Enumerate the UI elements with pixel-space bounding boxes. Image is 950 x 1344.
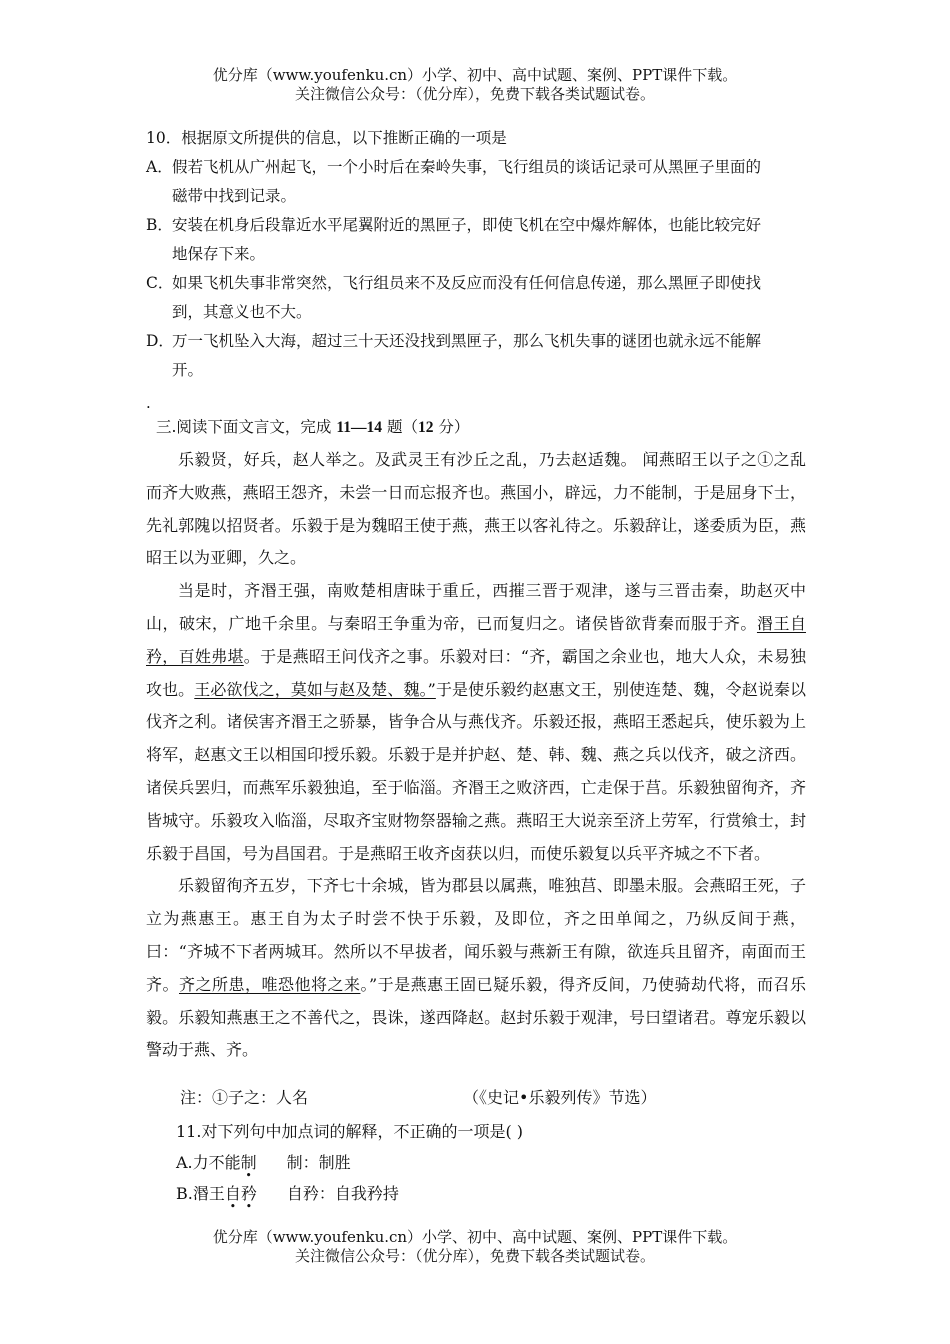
footer-line-1: 优分库（www.youfenku.cn）小学、初中、高中试题、案例、PPT课件下载。 [212, 1228, 738, 1246]
section-3-mid: 题（ [382, 418, 418, 436]
header-line-2: 关注微信公众号：（优分库），免费下载各类试题试卷。 [294, 85, 655, 103]
option-d-cont: 开。 [172, 361, 204, 379]
note-source: （《史记•乐毅列传》节选） [463, 1088, 657, 1107]
q11-b-explanation: 自矜：自我矜持 [286, 1184, 399, 1203]
option-c-key: C． [146, 274, 174, 292]
section-3-heading [156, 415, 469, 440]
passage-paragraph-2 [146, 575, 806, 870]
annotation-note [180, 1085, 820, 1111]
question-10 [146, 124, 826, 385]
passage-p2-part-a: 当是时，齐湣王强，南败楚相唐昧于重丘，西摧三晋于观津，遂与三晋击秦，助赵灭中山，破宋，广地千余里。与秦昭王争重为帝，已而复归之。诸侯皆欲背秦而服于齐。 [146, 581, 806, 633]
page-header [0, 66, 950, 104]
option-a-cont: 磁带中找到记录。 [172, 187, 297, 205]
question-11-option-b [176, 1178, 523, 1209]
underlined-sentence-1: 湣王自矜，百姓弗堪 [146, 613, 806, 666]
option-d [146, 327, 826, 385]
option-b-key: B． [146, 216, 173, 234]
q11-b-key: B. [176, 1184, 193, 1203]
q11-a-key: A. [176, 1153, 193, 1172]
option-c-cont: 到，其意义也不大。 [172, 303, 312, 321]
option-a-key: A． [146, 158, 173, 176]
passage-p2-part-b: 。于是燕昭王问伐齐之事。乐毅对曰：“齐，霸国之余业也，地大人众，未易独攻也。 [146, 646, 806, 699]
q11-b-dotted-word-1: 自 [224, 1184, 241, 1203]
option-d-key: D． [146, 332, 174, 350]
option-d-text: 万一飞机坠入大海，超过三十天还没找到黑匣子，那么飞机失事的谜团也就永远不能解 [172, 332, 762, 350]
question-10-stem: 10．根据原文所提供的信息，以下推断正确的一项是 [146, 129, 507, 147]
q11-a-dotted-word: 制 [240, 1153, 257, 1172]
classical-passage [146, 444, 806, 1067]
question-11-option-a [176, 1147, 523, 1178]
passage-p2-part-c: 于是使乐毅约赵惠文王，别使连楚、魏，令赵说秦以伐齐之利。诸侯害齐湣王之骄暴，皆争合从与燕伐齐。乐毅还报，燕昭王悉起兵，使乐毅为上将军，赵惠文王以相国印授乐毅。乐毅于是并护赵、楚、韩、魏、燕之兵以伐齐，破之济西。诸侯兵罢归，而燕军乐毅独追，至于临淄。齐湣王之败济西，亡走保于莒。乐毅独留徇齐，齐皆城守。乐毅攻入临淄，尽取齐宝财物祭器输之燕。燕昭王大说亲至济上劳军，行赏飨士，封乐毅于昌国，号为昌国君。于是燕昭王收齐卤获以归，而使乐毅复以兵平齐城之不下者。 [146, 679, 806, 863]
question-11 [176, 1116, 523, 1209]
q11-b-dotted-word-2: 矜 [240, 1184, 257, 1203]
passage-paragraph-3 [146, 870, 806, 1067]
section-3-score: 12 [417, 419, 434, 436]
section-3-range: 11—14 [336, 419, 383, 436]
underlined-sentence-2: 王必欲伐之，莫如与赵及楚、魏。” [194, 679, 436, 699]
option-b-cont: 地保存下来。 [172, 245, 266, 263]
passage-p3-part-a: 乐毅留徇齐五岁，下齐七十余城，皆为郡县以属燕，唯独莒、即墨未服。会燕昭王死，子立为燕惠王。惠王自为太子时尝不快于乐毅，及即位，齐之田单闻之，乃纵反间于燕，曰：“齐城不下者两城耳。然所以不早拔者，闻乐毅与燕新王有隙，欲连兵且留齐，南面而王齐。 [146, 876, 806, 994]
option-a-text: 假若飞机从广州起飞，一个小时后在秦岭失事，飞行组员的谈话记录可从黑匣子里面的 [172, 158, 762, 176]
passage-paragraph-1: 乐毅贤，好兵，赵人举之。及武灵王有沙丘之乱，乃去赵适魏。 闻燕昭王以子之①之乱而齐大败燕，燕昭王怨齐，未尝一日而忘报齐也。燕国小，辟远，力不能制，于是屈身下士，先礼郭隗以招贤者。乐毅于是为魏昭王使于燕，燕王以客礼待之。乐毅辞让，遂委质为臣，燕昭王以为亚卿，久之。 [146, 450, 806, 568]
section-3-prefix: 三.阅读下面文言文，完成 [156, 418, 337, 436]
footer-line-2: 关注微信公众号：（优分库），免费下载各类试题试卷。 [294, 1247, 655, 1265]
underlined-sentence-3: 齐之所患，唯恐他将之来 [179, 974, 361, 994]
option-c [146, 269, 826, 327]
passage-p3-part-b: 。”于是燕惠王固已疑乐毅，得齐反间，乃使骑劫代将，而召乐毅。乐毅知燕惠王之不善代之，畏诛，遂西降赵。赵封乐毅于观津，号曰望诸君。尊宠乐毅以警动于燕、齐。 [146, 974, 806, 1060]
option-c-text: 如果飞机失事非常突然，飞行组员来不及反应而没有任何信息传递，那么黑匣子即使找 [172, 274, 762, 292]
q11-b-text: 湣王 [192, 1184, 225, 1203]
q11-a-explanation: 制：制胜 [286, 1153, 351, 1172]
option-a [146, 153, 826, 211]
stray-mark: · [146, 398, 151, 416]
q11-a-text: 力不能 [192, 1153, 241, 1172]
page-footer [0, 1228, 950, 1266]
option-b [146, 211, 826, 269]
header-line-1: 优分库（www.youfenku.cn）小学、初中、高中试题、案例、PPT课件下载。 [212, 66, 738, 84]
note-text: 注：①子之：人名 [180, 1088, 309, 1107]
question-11-stem: 11.对下列句中加点词的解释，不正确的一项是( ) [176, 1122, 524, 1141]
section-3-suffix: 分） [433, 418, 470, 436]
option-b-text: 安装在机身后段靠近水平尾翼附近的黑匣子，即使飞机在空中爆炸解体，也能比较完好 [172, 216, 762, 234]
